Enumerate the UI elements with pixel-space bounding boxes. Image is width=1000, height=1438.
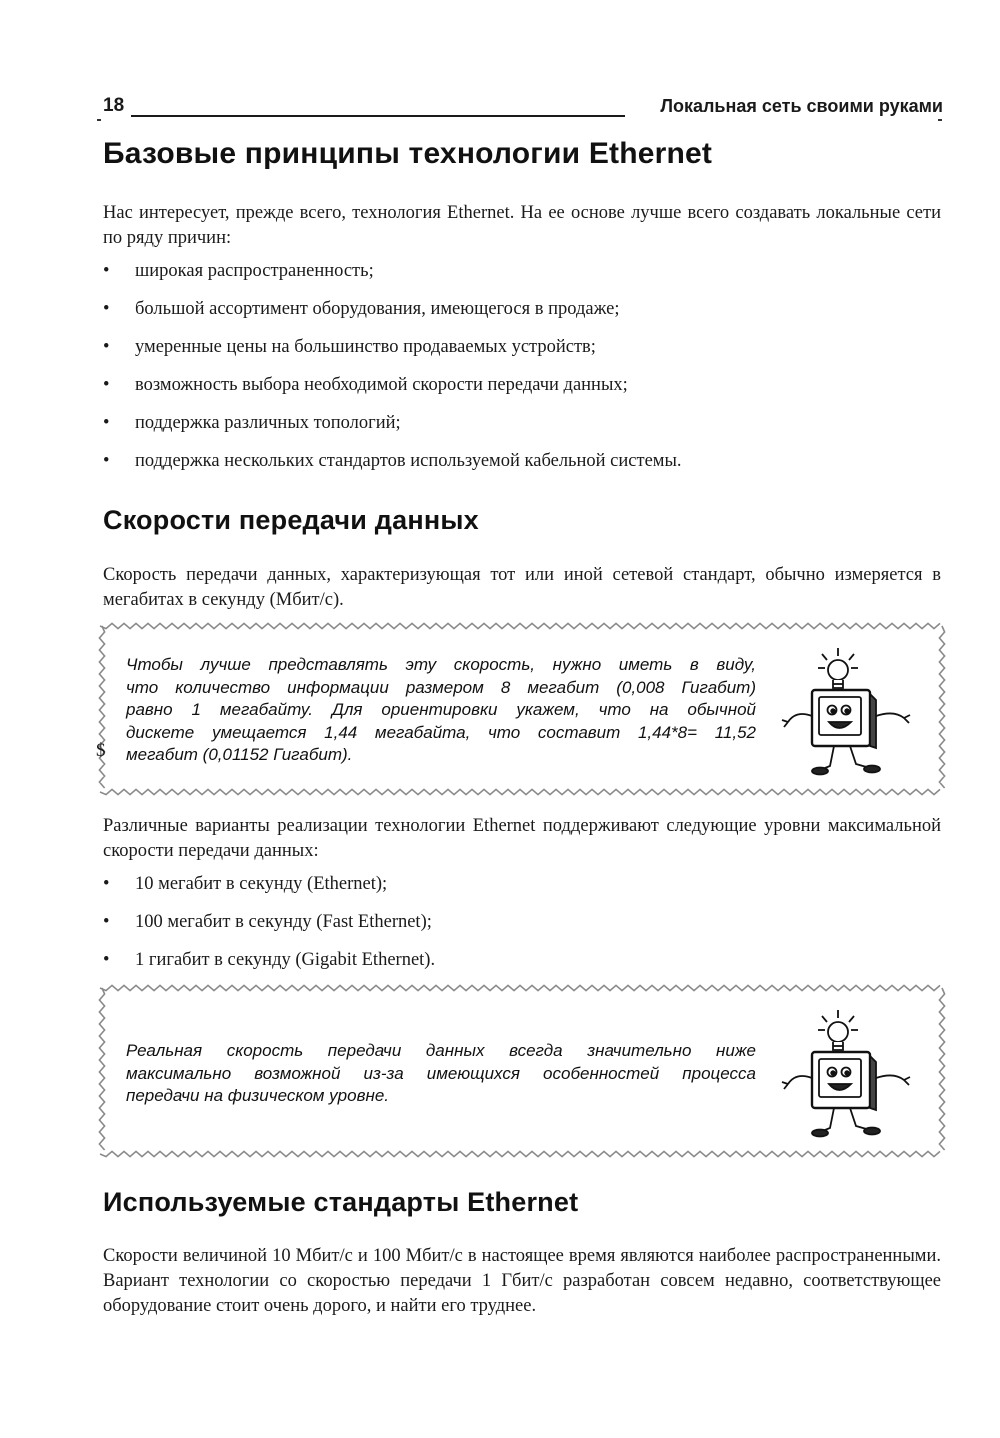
paragraph: Скорость передачи данных, характеризующая тот или иной сетевой стандарт, обычно измеряется в мегабитах в секунду (Мбит/с). bbox=[103, 565, 941, 610]
speeds-list bbox=[103, 872, 923, 986]
list-item: • широкая распространенность; bbox=[103, 259, 923, 284]
note-line: Реальная скорость передачи данных всегда значительно ниже bbox=[126, 1041, 756, 1060]
note-box bbox=[96, 982, 948, 1160]
computer-mascot-icon bbox=[776, 644, 926, 784]
computer-mascot-icon bbox=[776, 1006, 926, 1146]
running-header bbox=[103, 95, 943, 121]
reasons-list bbox=[103, 259, 923, 487]
section-title: Скорости передачи данных bbox=[103, 505, 479, 535]
note-box bbox=[96, 620, 948, 798]
list-item: • большой ассортимент оборудования, имеющегося в продаже; bbox=[103, 297, 923, 322]
note-text bbox=[126, 1040, 756, 1108]
list-item: • поддержка различных топологий; bbox=[103, 411, 923, 436]
note-line: Чтобы лучше представлять эту скорость, нужно иметь в виду, bbox=[126, 655, 756, 674]
paragraph: Нас интересует, прежде всего, технология Ethernet. На ее основе лучше всего создавать локальные сети по ряду причин: bbox=[103, 203, 941, 248]
section-title: Базовые принципы технологии Ethernet bbox=[103, 137, 713, 170]
note-line: передачи на физическом уровне. bbox=[126, 1086, 390, 1105]
paragraph: Скорости величиной 10 Мбит/с и 100 Мбит/с в настоящее время являются наиболее распространенными. Вариант технологии со скоростью передачи 1 Гбит/с разработан совсем недавно, соответствующее оборудование стоит очень дорого, и найти его труднее. bbox=[103, 1246, 941, 1316]
crop-mark bbox=[97, 119, 101, 121]
list-item: • 1 гигабит в секунду (Gigabit Ethernet). bbox=[103, 948, 923, 973]
note-line: максимально возможной из-за имеющихся особенностей процесса bbox=[126, 1063, 756, 1083]
list-item: • возможность выбора необходимой скорости передачи данных; bbox=[103, 373, 923, 398]
section-title: Используемые стандарты Ethernet bbox=[103, 1187, 579, 1217]
page-number: 18 bbox=[103, 95, 125, 116]
list-item: • 100 мегабит в секунду (Fast Ethernet); bbox=[103, 910, 923, 935]
paragraph: Различные варианты реализации технологии Ethernet поддерживают следующие уровни максимальной скорости передачи данных: bbox=[103, 816, 941, 861]
note-text bbox=[126, 654, 756, 767]
header-rule bbox=[131, 115, 625, 117]
list-item: • поддержка нескольких стандартов используемой кабельной системы. bbox=[103, 449, 923, 474]
margin-mark: $ bbox=[96, 740, 106, 761]
note-line: дискете умещается 1,44 мегабайта, что составит 1,44*8= 11,52 bbox=[126, 722, 756, 742]
note-line: равно 1 мегабайту. Для ориентировки укажем, что на обычной bbox=[126, 700, 756, 719]
running-title: Локальная сеть своими руками bbox=[660, 96, 943, 116]
crop-mark bbox=[938, 119, 942, 121]
note-line: мегабит (0,01152 Гигабит). bbox=[126, 745, 353, 764]
note-line: что количество информации размером 8 мегабит (0,008 Гигабит) bbox=[126, 677, 756, 697]
list-item: • умеренные цены на большинство продаваемых устройств; bbox=[103, 335, 923, 360]
list-item: • 10 мегабит в секунду (Ethernet); bbox=[103, 872, 923, 897]
